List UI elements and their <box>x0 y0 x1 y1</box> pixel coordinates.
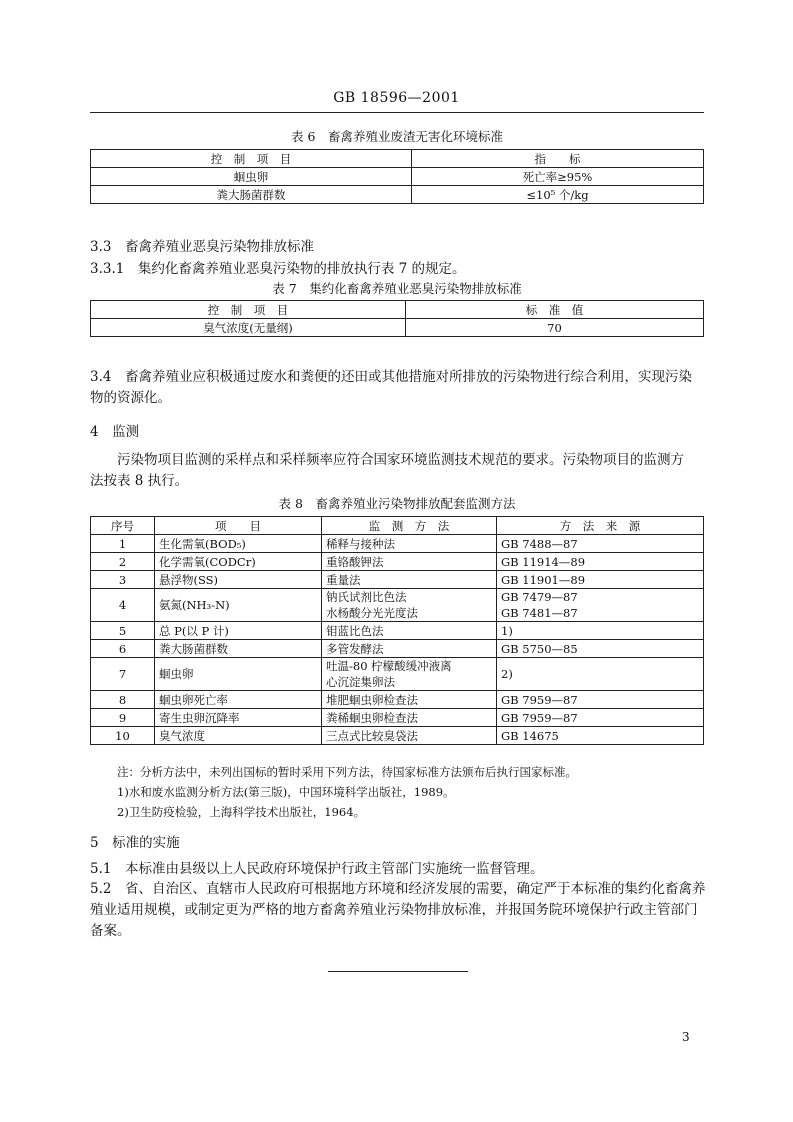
table8-note: 注：分析方法中，未列出国标的暂时采用下列方法，待国家标准方法颁布后执行国家标准。 <box>117 765 577 779</box>
table8-reference-2: 2)卫生防疫检验，上海科学技术出版社，1964。 <box>117 805 366 819</box>
method-cell <box>322 589 497 622</box>
source-cell <box>497 709 704 727</box>
section-3-3-title: 3.3 畜禽养殖业恶臭污染物排放标准 <box>90 239 314 255</box>
section-4-paragraph <box>90 450 710 492</box>
item-name: 氨氮(NH₃-N) <box>155 589 322 622</box>
column-header: 方 法 来 源 <box>497 517 704 535</box>
text-line: 殖业适用规模，或制定更为严格的地方畜禽养殖业污染物排放标准，并报国务院环境保护行政主管部门 <box>90 902 698 918</box>
source-cell <box>497 535 704 553</box>
source-cell <box>497 589 704 622</box>
table6-caption: 表 6 畜禽养殖业废渣无害化环境标准 <box>291 129 503 144</box>
row-number: 3 <box>91 571 155 589</box>
table-cell: ≤10⁵ 个/kg <box>412 186 704 204</box>
table-row <box>91 640 704 658</box>
method-cell <box>322 553 497 571</box>
item-name: 悬浮物(SS) <box>155 571 322 589</box>
item-name: 臭气浓度 <box>155 727 322 745</box>
section-5-1-text: 5.1 本标准由县级以上人民政府环境保护行政主管部门实施统一监督管理。 <box>90 861 544 877</box>
row-number: 10 <box>91 727 155 745</box>
method-cell <box>322 709 497 727</box>
column-header: 监 测 方 法 <box>322 517 497 535</box>
column-header: 控 制 项 目 <box>91 301 406 319</box>
method-line: 吐温-80 柠檬酸缓冲液离 <box>326 659 452 673</box>
text-line: 污染物项目监测的采样点和采样频率应符合国家环境监测技术规范的要求。污染物项目的监测方 <box>117 452 684 468</box>
section-5-2-paragraph <box>90 879 710 942</box>
row-number: 6 <box>91 640 155 658</box>
source-cell <box>497 640 704 658</box>
section-3-4-paragraph <box>90 367 710 409</box>
method-line: 重量法 <box>326 572 361 587</box>
source-cell <box>497 691 704 709</box>
table-row <box>91 658 704 691</box>
row-number: 2 <box>91 553 155 571</box>
column-header: 控 制 项 目 <box>91 150 412 168</box>
table7 <box>90 300 704 337</box>
method-cell <box>322 658 497 691</box>
table-row <box>91 622 704 640</box>
standard-header: GB 18596—2001 <box>333 90 460 106</box>
item-name: 蛔虫卵死亡率 <box>155 691 322 709</box>
table-row <box>91 553 704 571</box>
method-cell <box>322 727 497 745</box>
table-cell: 蛔虫卵 <box>91 168 412 186</box>
section-3-3-1-text: 3.3.1 集约化畜禽养殖业恶臭污染物的排放执行表 7 的规定。 <box>90 261 466 277</box>
section-5-title: 5 标准的实施 <box>90 835 180 851</box>
source-line: GB 7488—87 <box>501 536 578 551</box>
row-number: 1 <box>91 535 155 553</box>
source-cell <box>497 571 704 589</box>
header-rule <box>90 112 704 113</box>
table-row <box>91 319 704 337</box>
page-number: 3 <box>682 1030 690 1044</box>
source-line: GB 11901—89 <box>501 572 586 587</box>
table-row <box>91 571 704 589</box>
method-line: 水杨酸分光光度法 <box>326 606 418 620</box>
row-number: 9 <box>91 709 155 727</box>
method-cell <box>322 571 497 589</box>
method-line: 钠氏试剂比色法 <box>326 590 407 604</box>
table-header-row <box>91 517 704 535</box>
method-line: 粪稀蛔虫卵检查法 <box>326 710 418 725</box>
column-header: 项 目 <box>155 517 322 535</box>
source-line: GB 7959—87 <box>501 692 578 707</box>
method-line: 堆肥蛔虫卵检查法 <box>326 692 418 707</box>
method-cell <box>322 640 497 658</box>
method-cell <box>322 535 497 553</box>
table-cell: 粪大肠菌群数 <box>91 186 412 204</box>
text-line: 物的资源化。 <box>90 390 171 406</box>
method-cell <box>322 691 497 709</box>
table-row <box>91 535 704 553</box>
method-line: 重铬酸钾法 <box>326 554 384 569</box>
source-cell <box>497 658 704 691</box>
item-name: 总 P(以 P 计) <box>155 622 322 640</box>
method-line: 心沉淀集卵法 <box>326 675 395 689</box>
source-line: GB 7481—87 <box>501 606 578 620</box>
column-header: 标 准 值 <box>406 301 704 319</box>
table8-reference-1: 1)水和废水监测分析方法(第三版)，中国环境科学出版社，1989。 <box>117 785 455 799</box>
table8-caption: 表 8 畜禽养殖业污染物排放配套监测方法 <box>278 496 516 511</box>
text-line: 法按表 8 执行。 <box>90 473 189 489</box>
source-line: 1) <box>501 623 513 638</box>
table-row <box>91 709 704 727</box>
method-line: 稀释与接种法 <box>326 536 395 551</box>
row-number: 4 <box>91 589 155 622</box>
source-cell <box>497 622 704 640</box>
item-name: 寄生虫卵沉降率 <box>155 709 322 727</box>
source-line: 2) <box>501 667 513 681</box>
table-row <box>91 589 704 622</box>
method-cell <box>322 622 497 640</box>
item-name: 蛔虫卵 <box>155 658 322 691</box>
table6 <box>90 149 704 204</box>
table-header-row <box>91 150 704 168</box>
column-header: 指 标 <box>412 150 704 168</box>
row-number: 5 <box>91 622 155 640</box>
row-number: 8 <box>91 691 155 709</box>
table-cell: 臭气浓度(无量纲) <box>91 319 406 337</box>
table-header-row <box>91 301 704 319</box>
table-row <box>91 727 704 745</box>
source-cell <box>497 727 704 745</box>
method-line: 钼蓝比色法 <box>326 623 384 638</box>
item-name: 化学需氧(CODCr) <box>155 553 322 571</box>
source-line: GB 5750—85 <box>501 641 578 656</box>
column-header: 序号 <box>91 517 155 535</box>
footer-rule <box>328 971 468 972</box>
row-number: 7 <box>91 658 155 691</box>
table-row <box>91 168 704 186</box>
table7-caption: 表 7 集约化畜禽养殖业恶臭污染物排放标准 <box>272 281 522 296</box>
source-line: GB 14675 <box>501 728 559 743</box>
method-line: 多管发酵法 <box>326 641 384 656</box>
source-cell <box>497 553 704 571</box>
table-cell: 70 <box>406 319 704 337</box>
source-line: GB 7479—87 <box>501 590 578 604</box>
method-line: 三点式比较臭袋法 <box>326 728 418 743</box>
item-name: 生化需氧(BOD₅) <box>155 535 322 553</box>
table-row <box>91 691 704 709</box>
source-line: GB 7959—87 <box>501 710 578 725</box>
text-line: 备案。 <box>90 923 131 939</box>
text-line: 5.2 省、自治区、直辖市人民政府可根据地方环境和经济发展的需要，确定严于本标准的集约化畜禽养 <box>90 881 706 897</box>
section-4-title: 4 监测 <box>90 424 140 440</box>
table-row <box>91 186 704 204</box>
table-cell: 死亡率≥95% <box>412 168 704 186</box>
table8 <box>90 516 704 745</box>
item-name: 粪大肠菌群数 <box>155 640 322 658</box>
source-line: GB 11914—89 <box>501 554 586 569</box>
text-line: 3.4 畜禽养殖业应积极通过废水和粪便的还田或其他措施对所排放的污染物进行综合利用，实现污染 <box>90 369 692 385</box>
